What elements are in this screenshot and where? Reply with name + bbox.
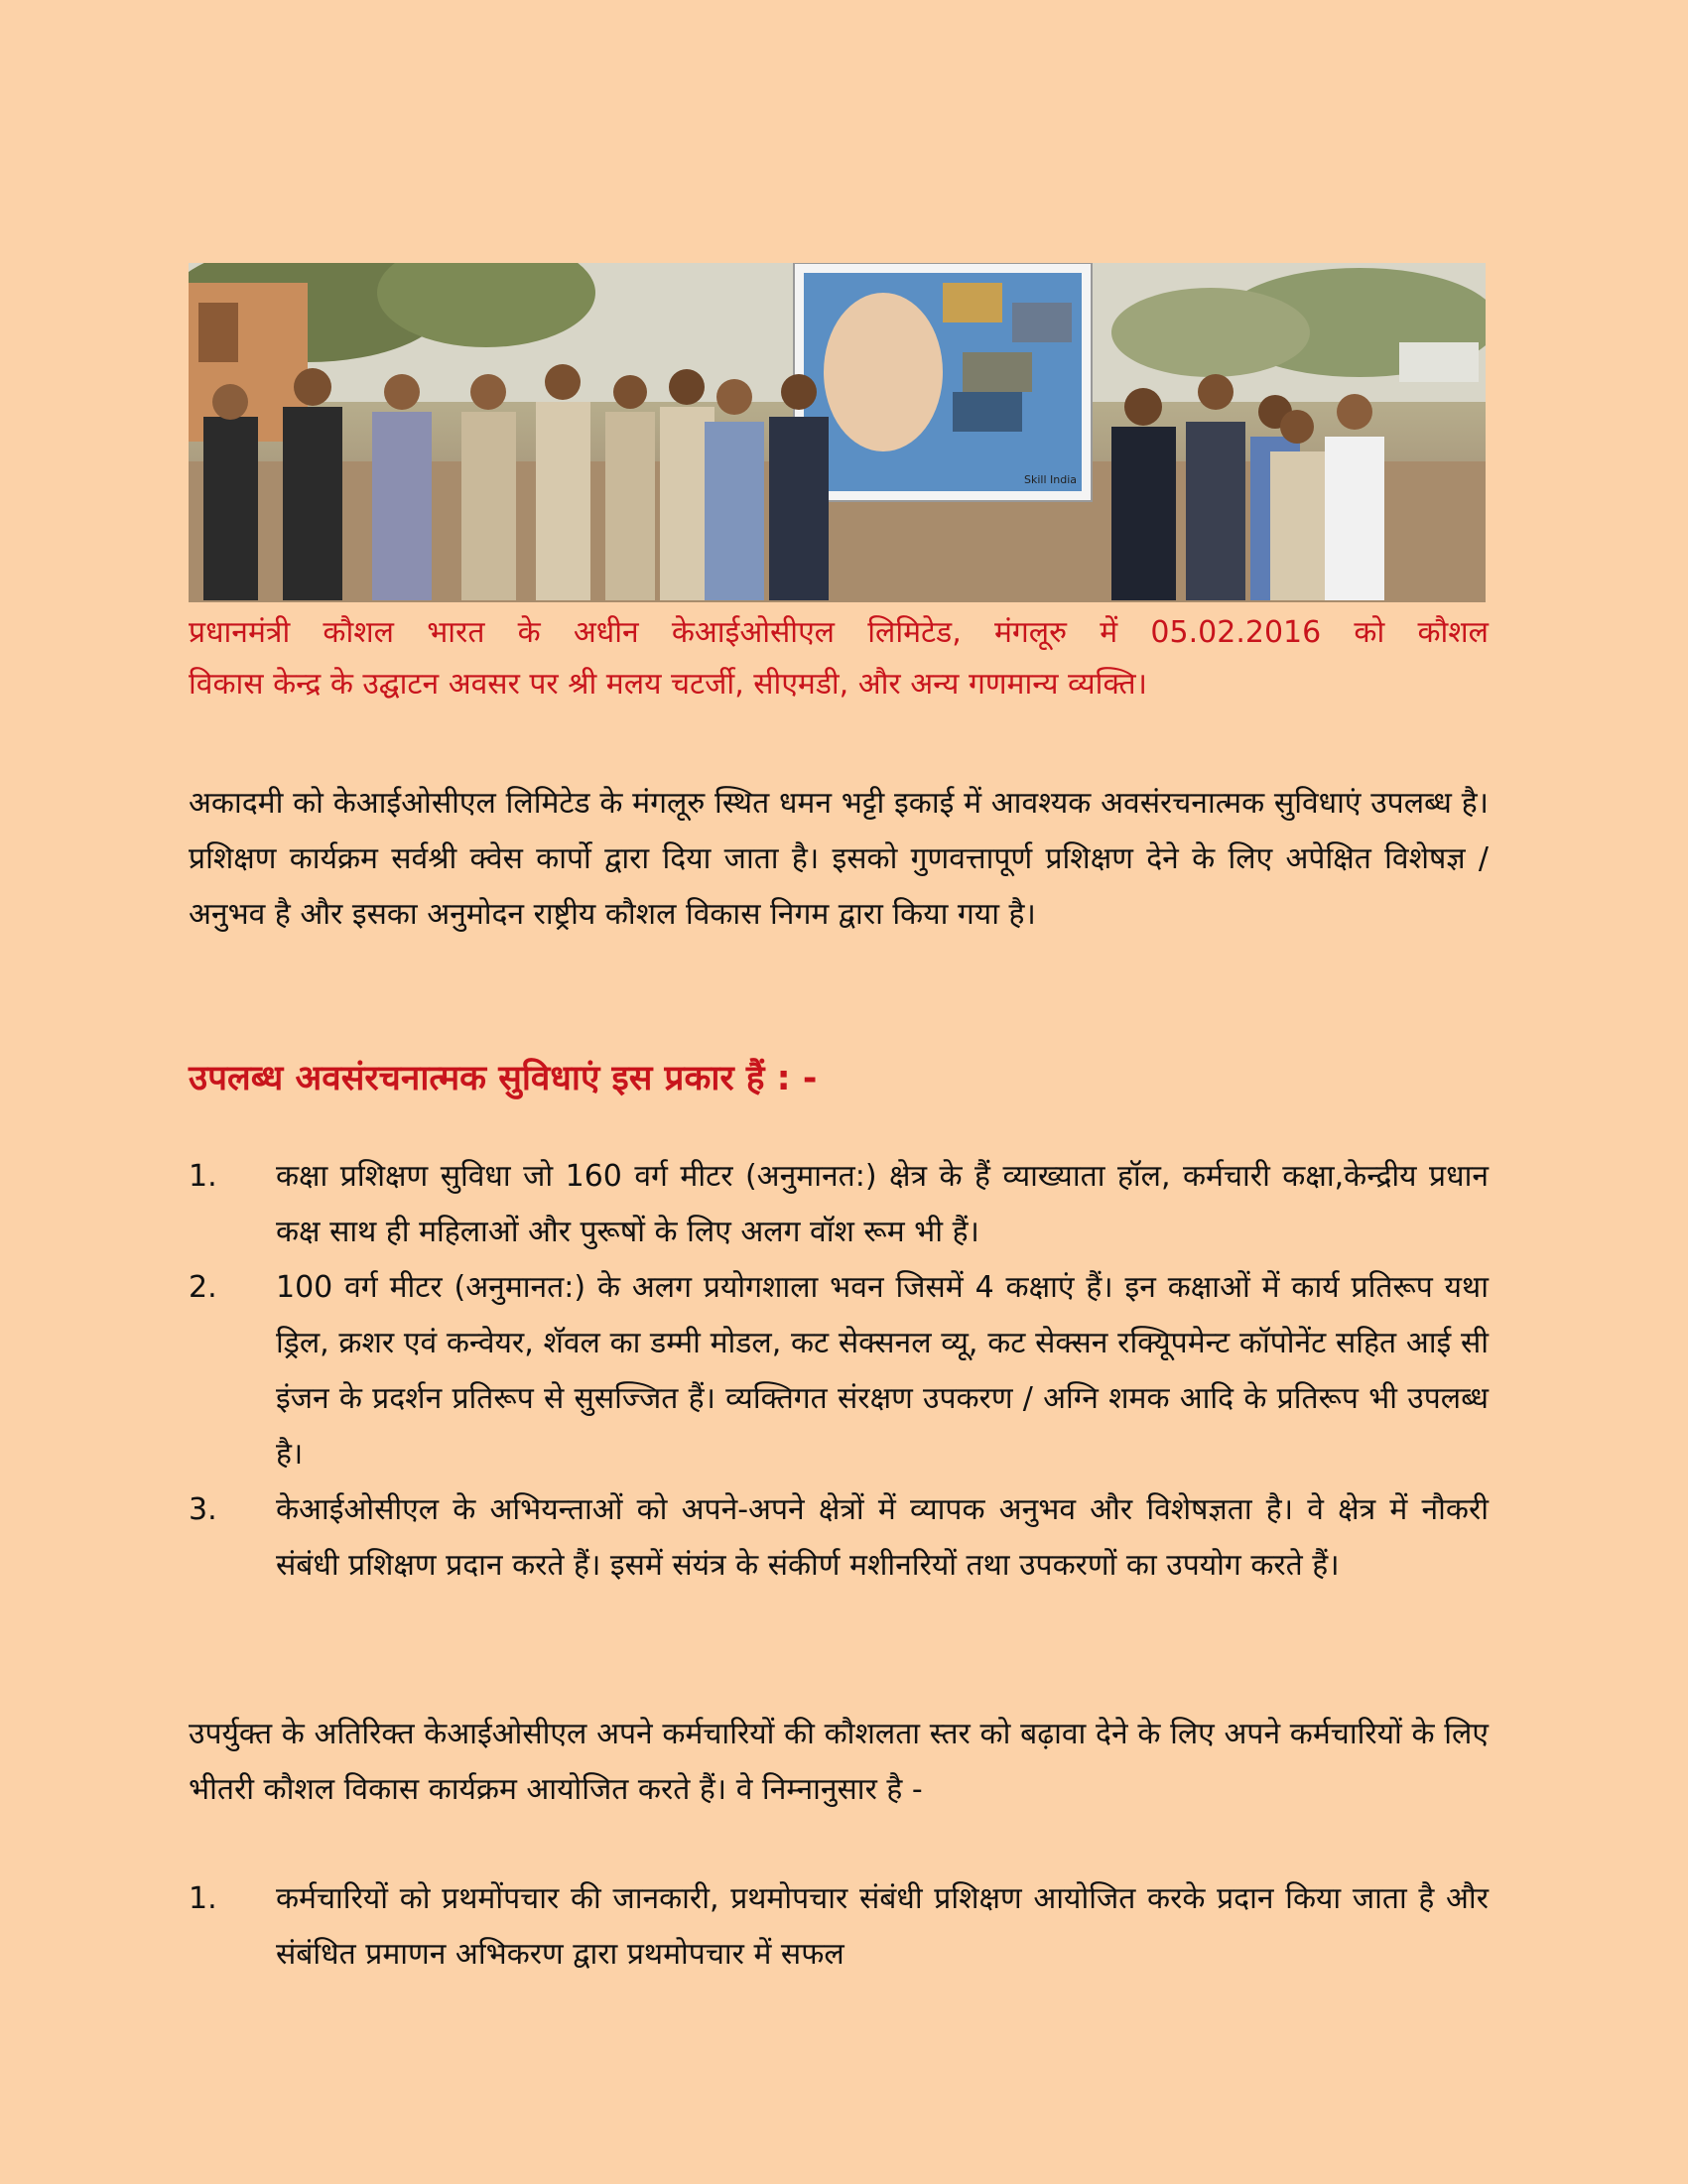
group-photo: [189, 263, 1486, 602]
list-text: कर्मचारियों को प्रथमोंपचार की जानकारी, प्रथमोपचार संबंधी प्रशिक्षण आयोजित करके प्रदान किया जाता है और संबंधित प्रमाणन अभिकरण द्वारा प्रथमोपचार में सफल: [276, 1881, 1489, 1972]
photo-caption: [189, 607, 1489, 710]
list-number: 2.: [189, 1270, 217, 1305]
list-number: 1.: [189, 1881, 217, 1916]
list-number: 1.: [189, 1159, 217, 1194]
list-item: [189, 1871, 1489, 1983]
list-item: [189, 1260, 1489, 1482]
caption-line-2: विकास केन्द्र के उद्घाटन अवसर पर श्री मलय चटर्जी, सीएमडी, और अन्य गणमान्य व्यक्ति।: [189, 667, 1148, 702]
list-item: [189, 1149, 1489, 1260]
list-item: [189, 1482, 1489, 1594]
list-text: 100 वर्ग मीटर (अनुमानत:) के अलग प्रयोगशाला भवन जिसमें 4 कक्षाएं हैं। इन कक्षाओं में कार्य प्रतिरूप यथा ड्रिल, क्रशर एवं कन्वेयर, शॅवल का डम्मी मोडल, कट सेक्सनल व्यू, कट सेक्सन रक्यिूपमेन्ट कॉपोनेंट सहित आई सी इंजन के प्रदर्शन प्रतिरूप से सुसज्जित हैं। व्यक्तिगत संरक्षण उपकरण / अग्नि शमक आदि के प्रतिरूप भी उपलब्ध है।: [276, 1270, 1489, 1472]
intro-paragraph: अकादमी को केआईओसीएल लिमिटेड के मंगलूरु स्थित धमन भट्टी इकाई में आवश्यक अवसंरचनात्मक सुविधाएं उपलब्ध है। प्रशिक्षण कार्यक्रम सर्वश्री क्वेस कार्पो द्वारा दिया जाता है। इसको गुणवत्तापूर्ण प्रशिक्षण देने के लिए अपेक्षित विशेषज्ञ / अनुभव है और इसका अनुमोदन राष्ट्रीय कौशल विकास निगम द्वारा किया गया है।: [189, 786, 1489, 932]
list-text: केआईओसीएल के अभियन्ताओं को अपने-अपने क्षेत्रों में व्यापक अनुभव और विशेषज्ञता है। वे क्षेत्र में नौकरी संबंधी प्रशिक्षण प्रदान करते हैं। इसमें संयंत्र के संकीर्ण मशीनरियों तथा उपकरणों का उपयोग करते हैं।: [276, 1492, 1489, 1583]
billboard-text: Skill India: [1024, 473, 1078, 486]
list-text: कक्षा प्रशिक्षण सुविधा जो 160 वर्ग मीटर (अनुमानत:) क्षेत्र के हैं व्याख्याता हॉल, कर्मचारी कक्षा,केन्द्रीय प्रधान कक्ष साथ ही महिलाओं और पुरूषों के लिए अलग वॉश रूम भी हैं।: [276, 1159, 1489, 1249]
caption-line-1: प्रधानमंत्री कौशल भारत के अधीन केआईओसीएल लिमिटेड, मंगलूरु में 05.02.2016 को कौशल: [189, 615, 1489, 650]
facilities-heading: उपलब्ध अवसंरचनात्मक सुविधाएं इस प्रकार हैं : -: [189, 1059, 818, 1098]
facilities-list: [189, 1149, 1489, 1594]
internal-programs-list: [189, 1871, 1489, 1983]
additional-paragraph: उपर्युक्त के अतिरिक्त केआईओसीएल अपने कर्मचारियों की कौशलता स्तर को बढ़ावा देने के लिए अपने कर्मचारियों के लिए भीतरी कौशल विकास कार्यक्रम आयोजित करते हैं। वे निम्नानुसार है -: [189, 1717, 1489, 1807]
list-number: 3.: [189, 1492, 217, 1527]
